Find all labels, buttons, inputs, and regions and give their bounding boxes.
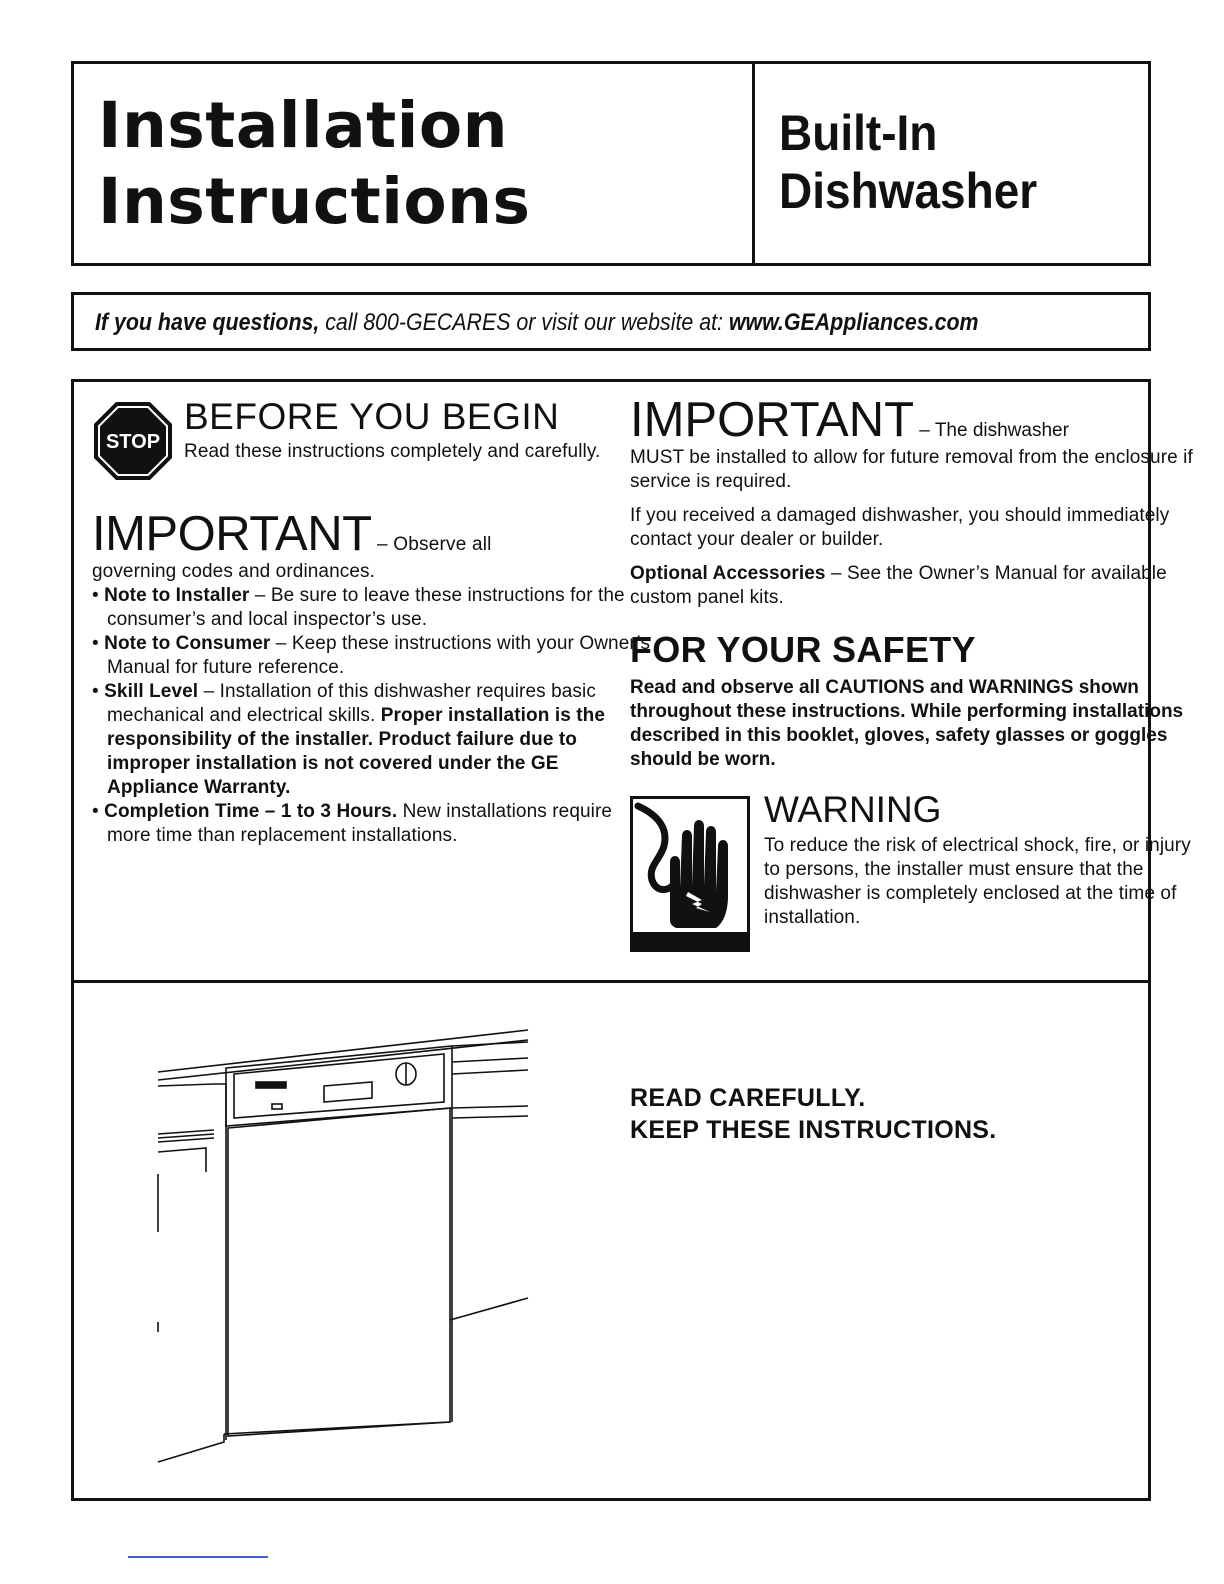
damaged-dishwasher-text: If you received a damaged dishwasher, you should immediately contact your dealer or builder. <box>630 505 1170 550</box>
warning-text: To reduce the risk of electrical shock, fire, or injury to persons, the installer must ensure that the dishwasher is completely enclosed at the time of installation. <box>764 835 1191 928</box>
bullet-label: Note to Consumer <box>104 633 271 654</box>
title-divider <box>752 64 755 263</box>
important-right-continuation: MUST be installed to allow for future removal from the enclosure if service is required. <box>630 447 1193 492</box>
bullet-text: – Be sure to leave these instructions for the consumer’s and local inspector’s use. <box>107 585 625 630</box>
important-right-suffix: – The dishwasher <box>914 420 1069 441</box>
website-link[interactable]: www.GEAppliances.com <box>728 309 979 336</box>
important-right-label: IMPORTANT <box>630 393 915 447</box>
bullet-text: New installations require more time than replacement installations. <box>107 801 613 846</box>
product-title-line-1: Built-In <box>779 105 938 161</box>
optional-accessories-label: Optional Accessories <box>630 563 826 584</box>
safety-text: Read and observe all CAUTIONS and WARNINGS shown throughout these instructions. While performing installations described in this booklet, gloves, safety glasses or goggles should be worn. <box>630 677 1184 770</box>
stop-sign-label: STOP <box>105 431 161 453</box>
bullet-skill-level: • Skill Level – Installation of this dishwasher requires basic mechanical and electrical skills. Proper installation is the responsibility of the installer. Product failure due to improper installation is not covered under the GE Appliance Warranty. <box>92 681 606 798</box>
bullet-label: Completion Time – 1 to 3 Hours. <box>104 801 398 822</box>
stop-sign-icon <box>92 400 174 482</box>
section-divider <box>74 980 1148 983</box>
important-right-body <box>630 446 1200 620</box>
product-title-line-2: Dishwasher <box>779 163 1038 219</box>
footer-rule <box>128 1556 268 1558</box>
optional-accessories-text <box>630 562 1200 610</box>
optional-accessories-body: – See the Owner’s Manual for available custom panel kits. <box>630 563 1167 608</box>
bullet-label: Note to Installer <box>104 585 250 606</box>
questions-line <box>95 308 979 338</box>
bullet-note-consumer: • Note to Consumer – Keep these instructions with your Owner’s Manual for future reference. <box>92 633 651 678</box>
bullet-note-installer: • Note to Installer – Be sure to leave these instructions for the consumer’s and local inspector’s use. <box>92 585 625 630</box>
bullet-emphasis: Proper installation is the responsibility of the installer. Product failure due to improper installation is not covered under the GE Appliance Warranty. <box>107 705 606 798</box>
bullet-text: – Keep these instructions with your Owner’s Manual for future reference. <box>107 633 651 678</box>
important-left-body <box>92 560 652 848</box>
questions-lead: If you have questions, <box>95 309 320 336</box>
read-carefully-line-2: KEEP THESE INSTRUCTIONS. <box>630 1116 997 1144</box>
read-carefully-text <box>630 1082 997 1146</box>
dishwasher-illustration <box>144 1022 564 1482</box>
main-title <box>98 88 531 240</box>
main-title-line-1: Installation <box>98 89 508 162</box>
warning-heading: WARNING <box>764 789 942 830</box>
product-title <box>779 104 1037 220</box>
title-block <box>71 61 1151 266</box>
read-carefully-line-1: READ CAREFULLY. <box>630 1084 866 1112</box>
bullet-text: – Installation of this dishwasher requires basic mechanical and electrical skills. <box>107 681 596 726</box>
content-panel <box>71 379 1193 1501</box>
important-left-continuation: governing codes and ordinances. <box>92 561 376 582</box>
electrical-hazard-hand-icon <box>630 796 750 952</box>
important-left-suffix: – Observe all <box>371 534 492 555</box>
bullet-label: Skill Level <box>104 681 199 702</box>
important-left-label: IMPORTANT <box>92 507 372 561</box>
main-title-line-2: Instructions <box>98 165 531 238</box>
safety-heading: FOR YOUR SAFETY <box>630 629 976 670</box>
questions-banner <box>71 292 1151 351</box>
before-you-begin-heading: BEFORE YOU BEGIN <box>184 396 560 437</box>
before-you-begin-text: Read these instructions completely and carefully. <box>184 441 601 462</box>
bullet-completion-time: • Completion Time – 1 to 3 Hours. New installations require more time than replacement installations. <box>92 801 613 846</box>
questions-text: call 800-GECARES or visit our website at: <box>319 309 729 336</box>
